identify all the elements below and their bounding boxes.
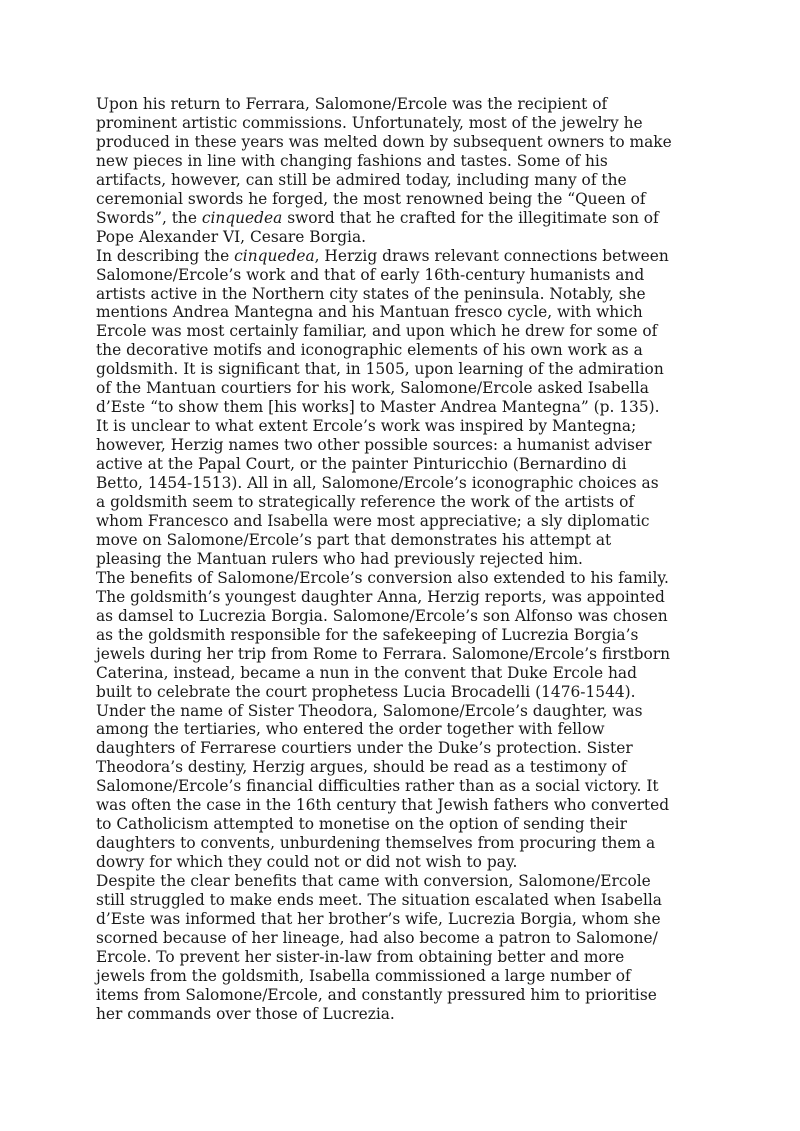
paragraph-text: sword that he crafted for the illegitimate son of Pope Alexander VI, Cesare Borgia. — [96, 208, 659, 246]
paragraph-text: Despite the clear benefits that came with conversion, Salomone/Ercole still struggled to make ends meet. The situation escalated when Isabella d’Este was informed that her brother’s wife, Lucrezia Borgia, whom she scorned because of her lineage, had also become a patron to Salomone/ Ercole. To prevent her sister-in-law from obtaining better and more jewels from the goldsmith, Isabella commissioned a large number of items from Salomone/Ercole, and constantly pressured him to prioritise her commands over those of Lucrezia. — [96, 872, 662, 1023]
italic-term-cinquedea: cinquedea — [234, 246, 315, 265]
paragraph-text: , Herzig draws relevant connections between Salomone/Ercole’s work and that of early 16th-century humanists and artists active in the Northern city states of the peninsula. Notably, she mentions Andrea Mantegna and his Mantuan fresco cycle, with which Ercole was most certainly familiar, and upon which he drew for some of the decorative motifs and iconographic elements of his own work as a goldsmith. It is significant that, in 1505, upon learning of the admiration of the Mantuan courtiers for his work, Salomone/Ercole asked Isabella d’Este “to show them [his works] to Master Andrea Mantegna” (p. 135). It is unclear to what extent Ercole’s work was inspired by Mantegna; however, Herzig names two other possible sources: a humanist adviser active at the Papal Court, or the painter Pinturicchio (Bernardino di Betto, 1454-1513). All in all, Salomone/Ercole’s iconographic choices as a goldsmith seem to strategically reference the work of the artists of whom Francesco and Isabella were most appreciative; a sly diplomatic move on Salomone/Ercole’s part that demonstrates his attempt at pleasing the Mantuan rulers who had previously rejected him. — [96, 246, 669, 568]
paragraph-family-benefits — [96, 569, 706, 872]
paragraph-text: In describing the — [96, 246, 235, 265]
paragraph-cinquedea-connections — [96, 247, 706, 569]
paragraph-text: Upon his return to Ferrara, Salomone/Ercole was the recipient of prominent artistic commissions. Unfortunately, most of the jewelry he produced in these years was melted down by subsequent owners to make new pieces in line with changing fashions and tastes. Some of his artifacts, however, can still be admired today, including many of the ceremonial swords he forged, the most renowned being the “Queen of Swords”, the — [96, 95, 672, 227]
paragraph-text: The benefits of Salomone/Ercole’s conversion also extended to his family. The goldsmith’s youngest daughter Anna, Herzig reports, was appointed as damsel to Lucrezia Borgia. Salomone/Ercole’s son Alfonso was chosen as the goldsmith responsible for the safekeeping of Lucrezia Borgia’s jewels during her trip from Rome to Ferrara. Salomone/Ercole’s firstborn Caterina, instead, became a nun in the convent that Duke Ercole had built to celebrate the court prophetess Lucia Brocadelli (1476-1544). Under the name of Sister Theodora, Salomone/Ercole’s daughter, was among the tertiaries, who entered the order together with fellow daughters of Ferrarese courtiers under the Duke’s protection. Sister Theodora’s destiny, Herzig argues, should be read as a testimony of Salomone/Ercole’s financial difficulties rather than as a social victory. It was often the case in the 16th century that Jewish fathers who converted to Catholicism attempted to monetise on the option of sending their daughters to convents, unburdening themselves from procuring them a dowry for which they could not or did not wish to pay. — [96, 568, 671, 872]
italic-term-cinquedea: cinquedea — [201, 208, 283, 227]
paragraph-financial-struggles — [96, 872, 706, 1024]
document-page — [96, 95, 706, 1024]
paragraph-queen-of-swords — [96, 95, 706, 247]
